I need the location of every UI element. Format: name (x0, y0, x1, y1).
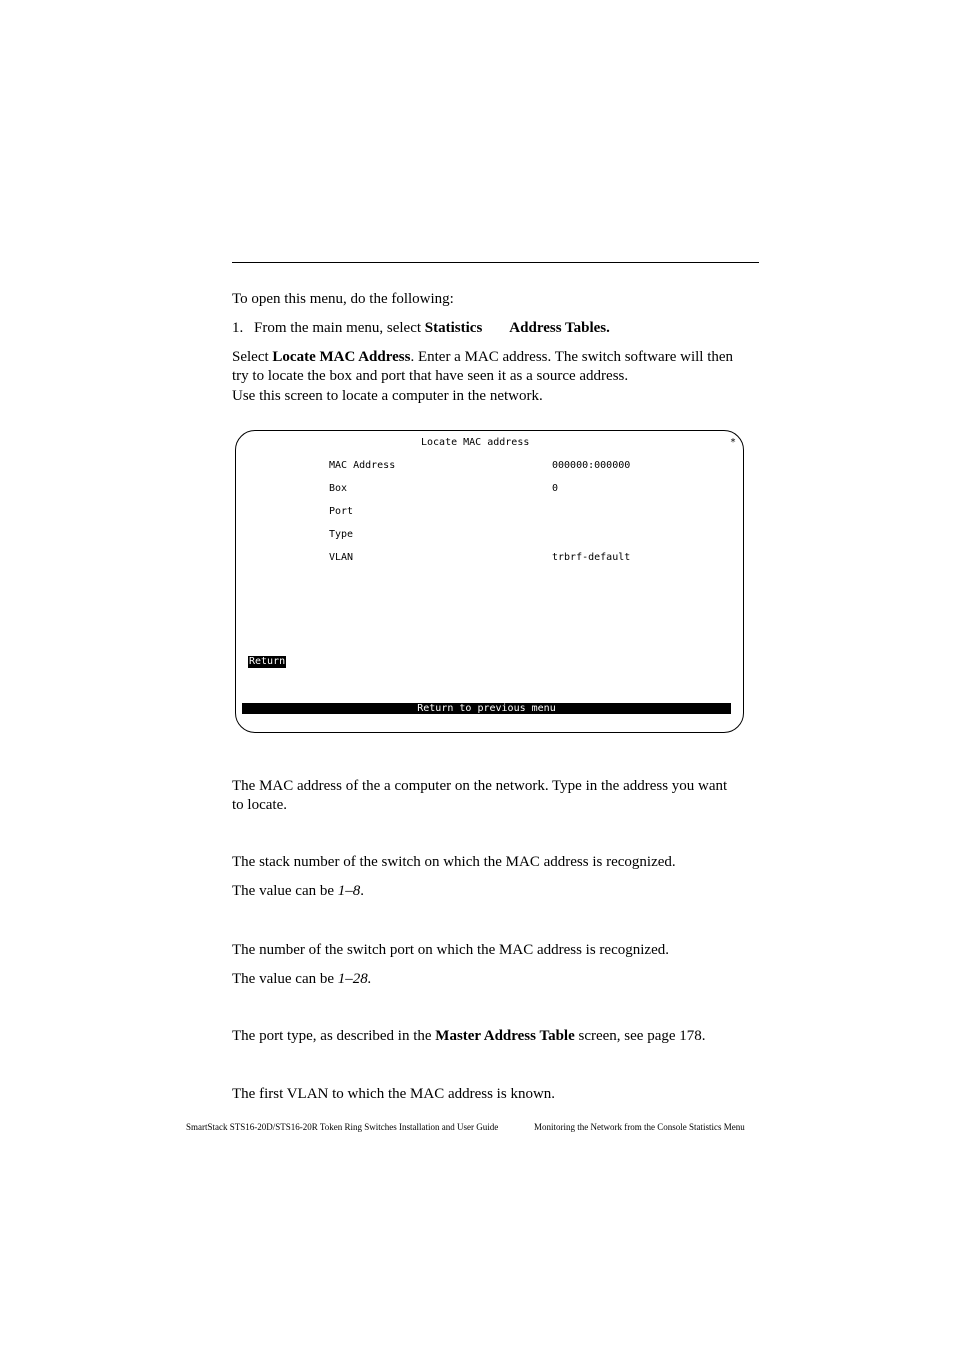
select-line-2: try to locate the box and port that have seen it as a source address. (232, 368, 629, 384)
port-range-prefix: The value can be (232, 971, 338, 987)
type-prefix: The port type, as described in the (232, 1028, 436, 1044)
select-line-3: Use this screen to locate a computer in the network. (232, 388, 543, 404)
mac-desc-line-2: to locate. (232, 797, 287, 813)
box-range-prefix: The value can be (232, 883, 338, 899)
select-line-1 (232, 348, 733, 368)
select-rest: . Enter a MAC address. The switch software will then (410, 349, 734, 365)
step-1 (232, 319, 610, 339)
field-label-mac-address: MAC Address (329, 460, 396, 471)
star-marker: * (730, 437, 737, 448)
port-range (232, 970, 372, 990)
port-desc: The number of the switch port on which the MAC address is recognized. (232, 942, 669, 958)
menu-address-tables: Address Tables. (509, 320, 610, 336)
box-range (232, 882, 364, 902)
box-range-suffix: . (360, 883, 365, 899)
select-prefix: Select (232, 349, 273, 365)
locate-mac-bold: Locate MAC Address (272, 349, 411, 365)
box-range-value: 1–8 (337, 883, 361, 899)
field-label-type: Type (329, 529, 354, 540)
step-prefix: From the main menu, select (254, 320, 425, 336)
box-desc: The stack number of the switch on which the MAC address is recognized. (232, 854, 676, 870)
footer-left: SmartStack STS16-20D/STS16-20R Token Ring Switches Installation and User Guide (186, 1122, 499, 1132)
field-label-box: Box (329, 483, 348, 494)
vlan-desc: The first VLAN to which the MAC address is known. (232, 1086, 556, 1102)
type-suffix: screen, see page 178. (574, 1028, 706, 1044)
field-value-mac-address[interactable]: 000000:000000 (552, 460, 631, 471)
intro-text: To open this menu, do the following: (232, 291, 454, 307)
field-label-port: Port (329, 506, 354, 517)
screen-title: Locate MAC address (421, 437, 530, 448)
field-value-vlan: trbrf-default (552, 552, 631, 563)
port-range-value: 1–28. (337, 971, 372, 987)
menu-statistics: Statistics (424, 320, 483, 336)
master-address-table-bold: Master Address Table (435, 1028, 575, 1044)
header-rule (232, 262, 759, 263)
field-value-box: 0 (552, 483, 559, 494)
return-button[interactable]: Return (249, 656, 286, 667)
footer-right: Monitoring the Network from the Console Statistics Menu (534, 1122, 745, 1132)
console-screen (235, 430, 744, 733)
mac-desc-line-1: The MAC address of the a computer on the network. Type in the address you want (232, 778, 728, 794)
status-bar: Return to previous menu (242, 703, 731, 714)
type-desc (232, 1027, 706, 1047)
field-label-vlan: VLAN (329, 552, 354, 563)
step-number: 1. (232, 320, 244, 336)
